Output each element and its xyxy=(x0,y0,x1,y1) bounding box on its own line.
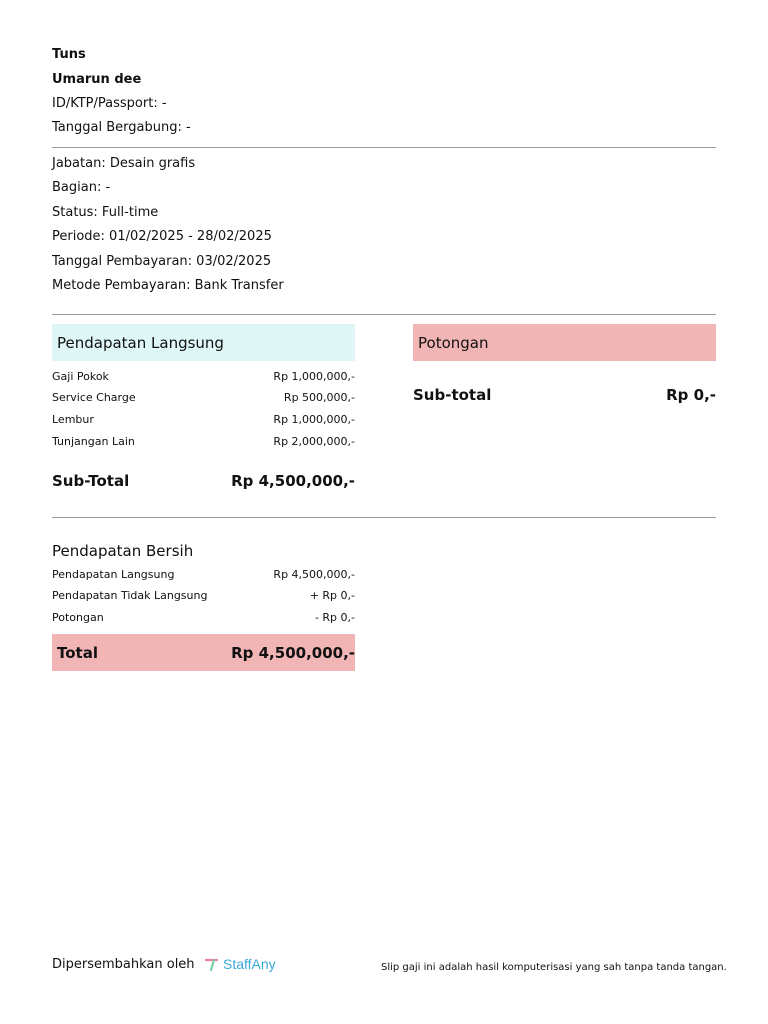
staffany-logo-icon xyxy=(205,957,219,971)
net-income-amount: - Rp 0,- xyxy=(314,611,355,624)
income-amount: Rp 1,000,000,- xyxy=(273,370,355,383)
subtotal-label: Sub-Total xyxy=(52,472,130,490)
net-income-row xyxy=(52,611,355,624)
deductions-header xyxy=(413,324,716,361)
employee-name: Umarun dee xyxy=(52,72,142,87)
deductions-subtotal xyxy=(413,386,716,404)
presented-by-text: Dipersembahkan oleh xyxy=(52,957,195,972)
net-income-row xyxy=(52,589,355,602)
net-income-label: Potongan xyxy=(52,611,104,624)
total-bar xyxy=(52,634,355,671)
disclaimer-text: Slip gaji ini adalah hasil komputerisasi yang sah tanpa tanda tangan. xyxy=(381,962,727,973)
income-row xyxy=(52,435,355,448)
pay-method: Metode Pembayaran: Bank Transfer xyxy=(52,278,284,293)
total-amount: Rp 4,500,000,- xyxy=(231,643,355,662)
net-income-label: Pendapatan Langsung xyxy=(52,568,175,581)
net-income-amount: Rp 4,500,000,- xyxy=(273,568,355,581)
income-row xyxy=(52,413,355,426)
deductions-title: Potongan xyxy=(418,333,489,352)
income-amount: Rp 1,000,000,- xyxy=(273,413,355,426)
pay-date: Tanggal Pembayaran: 03/02/2025 xyxy=(52,254,272,269)
income-label: Service Charge xyxy=(52,391,136,404)
employee-id: ID/KTP/Passport: - xyxy=(52,96,167,111)
income-label: Tunjangan Lain xyxy=(52,435,135,448)
company-name: Tuns xyxy=(52,47,86,62)
net-income-amount: + Rp 0,- xyxy=(309,589,355,602)
direct-income-subtotal xyxy=(52,472,355,490)
subtotal-label: Sub-total xyxy=(413,386,492,404)
job-department: Bagian: - xyxy=(52,180,111,195)
income-amount: Rp 2,000,000,- xyxy=(273,435,355,448)
direct-income-header xyxy=(52,324,355,361)
income-label: Gaji Pokok xyxy=(52,370,109,383)
direct-income-title: Pendapatan Langsung xyxy=(57,333,224,352)
income-row xyxy=(52,391,355,404)
divider xyxy=(52,517,716,518)
staffany-logo xyxy=(205,956,276,972)
subtotal-amount: Rp 4,500,000,- xyxy=(231,472,355,490)
job-status: Status: Full-time xyxy=(52,205,159,220)
subtotal-amount: Rp 0,- xyxy=(666,386,716,404)
total-label: Total xyxy=(57,643,98,662)
job-position: Jabatan: Desain grafis xyxy=(52,156,196,171)
income-amount: Rp 500,000,- xyxy=(283,391,355,404)
net-income-row xyxy=(52,568,355,581)
net-income-title: Pendapatan Bersih xyxy=(52,542,194,560)
income-label: Lembur xyxy=(52,413,94,426)
net-income-label: Pendapatan Tidak Langsung xyxy=(52,589,208,602)
income-row xyxy=(52,370,355,383)
divider xyxy=(52,314,716,315)
divider xyxy=(52,147,716,148)
staffany-brand-text: StaffAny xyxy=(223,956,276,972)
pay-period: Periode: 01/02/2025 - 28/02/2025 xyxy=(52,229,272,244)
join-date: Tanggal Bergabung: - xyxy=(52,120,191,135)
